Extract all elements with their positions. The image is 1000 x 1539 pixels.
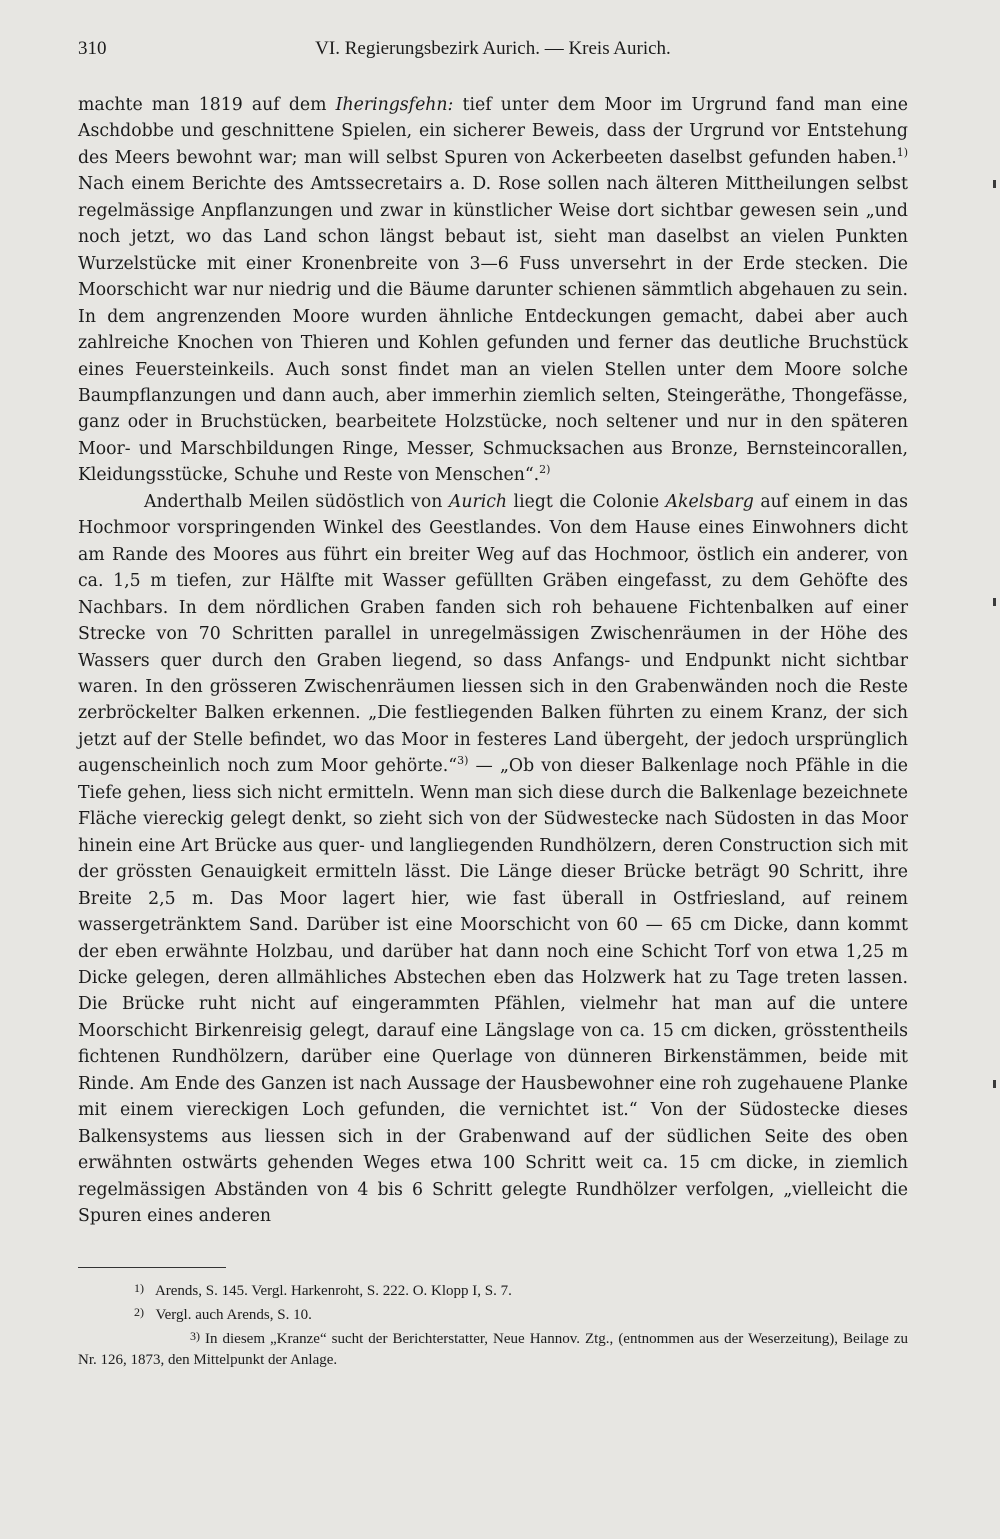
paragraph-2-text-d: — „Ob von dieser Balkenlage noch Pfähle in die Tiefe gehen, liess sich nicht ermitteln. Wenn man sich diese durch die Balkenlage bezeichnete Fläche viereckig gelegt denkt, so zieht sich von der Südwestecke nach Südosten in das Moor hinein eine Art Brücke aus quer- und langliegenden Rundhölzern, deren Construction sich mit der grössten Genauigkeit ermitteln lässt. Die Länge dieser Brücke beträgt 90 Schritt, ihre Breite 2,5 m. Das Moor lagert hier, wie fast überall in Ostfriesland, auf reinem wassergetränktem Sand. Darüber ist eine Moorschicht von 60 — 65 cm Dicke, dann kommt der eben erwähnte Holzbau, und darüber hat dann noch eine Schicht Torf von etwa 1,25 m Dicke gelegen, deren allmähliches Abstechen eben das Holzwerk hat zu Tage treten lassen. Die Brücke ruht nicht auf eingerammten Pfählen, vielmehr hat man auf die untere Moorschicht Birkenreisig gelegt, darauf eine Längslage von ca. 15 cm dicken, grösstentheils fichtenen Rundhölzern, darüber eine Querlage von dünneren Birkenstämmen, beide mit Rinde. Am Ende des Ganzen ist nach Aussage der Hausbewohner eine roh zugehauene Planke mit einem viereckigen Loch gefunden, die vernichtet ist.“ Von der Südostecke dieses Balkensystems aus liessen sich in der Grabenwand auf der südlichen Seite des oben erwähnten ostwärts gehenden Weges etwa 100 Schritt weit ca. 15 cm dicke, in ziemlich regelmässigen Abständen von 4 bis 6 Schritt gelegte Rundhölzer verfolgen, „vielleicht die Spuren eines anderen bbox=[78, 756, 908, 1227]
scan-edge-mark bbox=[993, 180, 996, 188]
body-text bbox=[78, 92, 908, 1229]
footnote-2 bbox=[78, 1302, 908, 1326]
paragraph-2-text-b: liegt die Colonie bbox=[507, 491, 666, 512]
footnote-divider bbox=[78, 1267, 226, 1268]
footnote-text-2: Vergl. auch Arends, S. 10. bbox=[155, 1307, 312, 1323]
scan-edge-mark bbox=[993, 1080, 996, 1088]
page-number: 310 bbox=[78, 38, 107, 59]
paragraph-1-text-c: Nach einem Berichte des Amtssecretairs a. D. Rose sollen nach älteren Mittheilungen selbst regelmässige Anpflanzungen und zwar in künstlicher Weise dort sichtbar gewesen sein „und noch jetzt, wo das Land schon längst bebaut ist, sieht man daselbst an vielen Punkten Wurzelstücke mit einer Kronenbreite von 3—6 Fuss unversehrt in der Erde stecken. Die Moorschicht war nur niedrig und die Bäume darunter schienen sämmtlich abgehauen zu sein. In dem angrenzenden Moore wurden ähnliche Entdeckungen gemacht, dabei aber auch zahlreiche Knochen von Thieren und Kohlen gefunden und ferner das deutliche Bruchstück eines Feuersteinkeils. Auch sonst findet man an vielen Stellen unter dem Moore solche Baumpflanzungen und dann auch, aber immerhin ziemlich selten, Steingeräthe, Thongefässe, ganz oder in Bruchstücken, bearbeitete Holzstücke, noch seltener und nur in den späteren Moor- und Marschbildungen Ringe, Messer, Schmucksachen aus Bronze, Bernsteincorallen, Kleidungsstücke, Schuhe und Reste von Menschen“. bbox=[78, 174, 908, 486]
footnote-marker-2: 2) bbox=[134, 1305, 144, 1319]
place-name-aurich: Aurich bbox=[448, 491, 508, 512]
footnote-text-3: In diesem „Kranze“ sucht der Berichterstatter, Neue Hannov. Ztg., (entnommen aus der Weserzeitung), Beilage zu Nr. 126, 1873, den Mittelpunkt der Anlage. bbox=[78, 1331, 908, 1368]
place-name-akelsbarg: Akelsbarg bbox=[665, 491, 754, 512]
paragraph-1 bbox=[78, 92, 908, 489]
scan-edge-mark bbox=[993, 598, 996, 606]
paragraph-1-text-b: tief unter dem Moor im Urgrund fand man eine Aschdobbe und geschnittene Spielen, ein sicherer Beweis, dass der Urgrund vor Entstehung des Meers bewohnt war; man will selbst Spuren von Ackerbeeten daselbst gefunden haben. bbox=[78, 95, 908, 168]
paragraph-2-text-a: Anderthalb Meilen südöstlich von bbox=[144, 491, 449, 512]
footnotes bbox=[78, 1278, 908, 1371]
footnote-1 bbox=[78, 1278, 908, 1302]
paragraph-2 bbox=[78, 489, 908, 1230]
footnote-marker-1: 1) bbox=[134, 1281, 144, 1295]
footnote-3 bbox=[78, 1326, 908, 1371]
paragraph-1-text-a: machte man 1819 auf dem bbox=[78, 95, 336, 115]
page-header bbox=[78, 38, 908, 64]
running-title: VI. Regierungsbezirk Aurich. — Kreis Aurich. bbox=[315, 38, 671, 59]
footnote-ref-3: 3) bbox=[457, 754, 469, 768]
paragraph-2-text-c: auf einem in das Hochmoor vorspringenden Winkel des Geestlandes. Von dem Hause eines Einwohners dicht am Rande des Moores aus führt ein breiter Weg auf das Hochmoor, östlich ein anderer, von ca. 1,5 m tiefen, zur Hälfte mit Wasser gefüllten Gräben eingefasst, zu dem Gehöfte des Nachbars. In dem nördlichen Graben fanden sich roh behauene Fichtenbalken auf einer Strecke von 70 Schritten parallel in unregelmässigen Zwischenräumen in der Höhe des Wassers quer durch den Graben liegend, so dass Anfangs- und Endpunkt nicht sichtbar waren. In den grösseren Zwischenräumen liessen sich in den Grabenwänden noch die Reste zerbröckelter Balken erkennen. „Die festliegenden Balken führten zu einem Kranz, der sich jetzt auf der Stelle befindet, wo das Moor in festeres Land übergeht, der jedoch ursprünglich augenscheinlich noch zum Moor gehörte.“ bbox=[78, 491, 908, 777]
footnote-ref-2: 2) bbox=[539, 463, 551, 477]
place-name-iheringsfehn: Iheringsfehn: bbox=[335, 95, 454, 115]
footnote-text-1: Arends, S. 145. Vergl. Harkenroht, S. 222. O. Klopp I, S. 7. bbox=[154, 1283, 512, 1299]
footnote-marker-3: 3) bbox=[190, 1329, 200, 1343]
footnote-ref-1: 1) bbox=[896, 146, 908, 160]
